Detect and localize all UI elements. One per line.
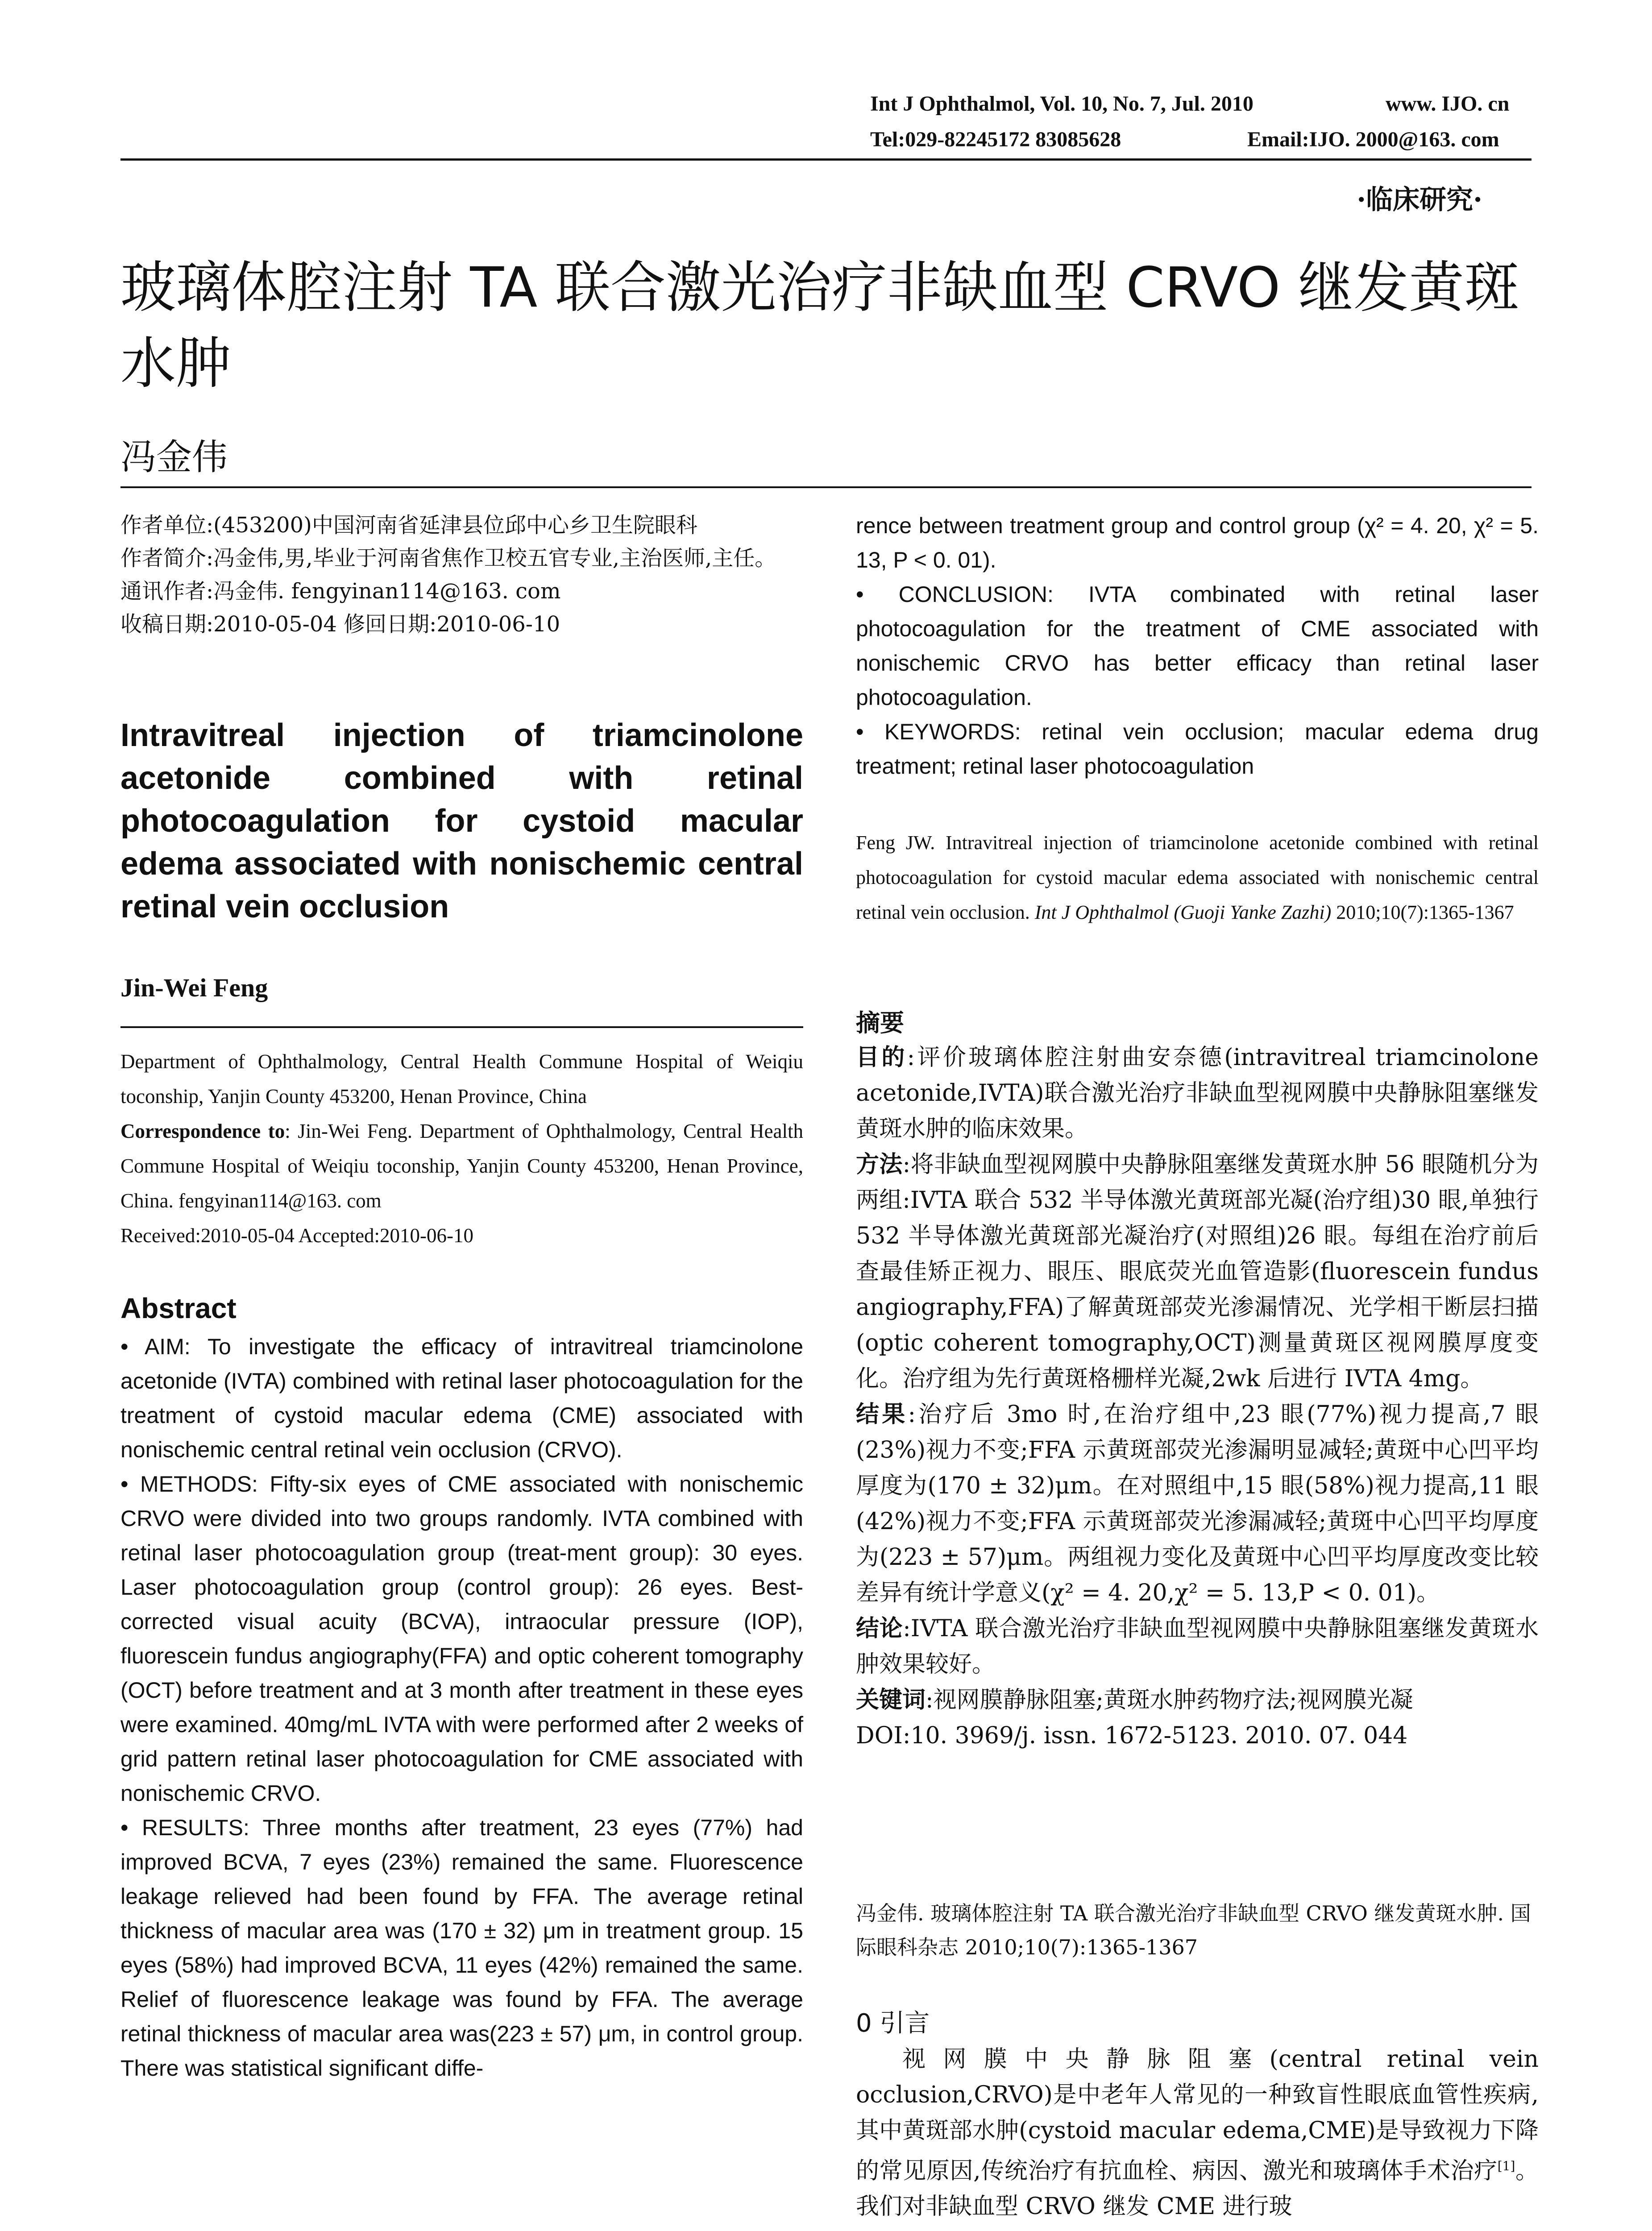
intro-ref: [1] bbox=[1497, 2159, 1515, 2173]
section-tag: ·临床研究· bbox=[1357, 184, 1482, 216]
abstract-methods: • METHODS: Fifty-six eyes of CME associated with nonischemic CRVO were divided into two groups randomly. IVTA combined with retinal laser photocoagulation group (treat-ment group): 30 eyes. Laser photocoagulation group (control group): 26 eyes. Best-corrected visual acuity (BCVA), intraocular pressure (IOP), fluorescein fundus angiography(FFA) and optic coherent tomography (OCT) before treatment and at 3 month after treatment in these eyes were examined. 40mg/mL IVTA with were performed after 2 weeks of grid pattern retinal laser photocoagulation for CME associated with nonischemic CRVO. bbox=[120, 1472, 803, 1806]
received-dates: Received:2010-05-04 Accepted:2010-06-10 bbox=[120, 1224, 474, 1247]
department-block bbox=[120, 1044, 803, 1253]
english-title: Intravitreal injection of triamcinolone acetonide combined with retinal photocoagulation for cystoid macular edema associated with nonischemic central retinal vein occlusion bbox=[120, 717, 803, 925]
zh-doi: DOI:10. 3969/j. issn. 1672-5123. 2010. 07. 044 bbox=[856, 1722, 1408, 1749]
intro-tail: 。我们对非缺血型 CRVO 继发 CME 进行玻 bbox=[856, 2157, 1539, 2220]
abstract-aim: • AIM: To investigate the efficacy of intravitreal triamcinolone acetonide (IVTA) combined with retinal laser photocoagulation for the treatment of cystoid macular edema (CME) associated with nonischemic central retinal vein occlusion (CRVO). bbox=[120, 1334, 803, 1462]
zh-results: :治疗后 3mo 时,在治疗组中,23 眼(77%)视力提高,7 眼(23%)视力不变;FFA 示黄斑部荧光渗漏明显减轻;黄斑中心凹平均厚度为(170 ± 32)μm。在对照组中,15 眼(58%)视力提高,11 眼(42%)视力不变;FFA 示黄斑部荧光渗漏减轻;黄斑中心凹平均厚度为(223 ± 57)μm。两组视力变化及黄斑中心凹平均厚度改变比较差异有统计学意义(χ² = 4. 20,χ² = 5. 13,P < 0. 01)。 bbox=[856, 1401, 1539, 1606]
intro-heading: 0 引言 bbox=[856, 2009, 930, 2038]
correspondence-text: : Jin-Wei Feng. Department of Ophthalmology, Central Health Commune Hospital of Weiqiu toconship, Yanjin County 453200, Henan Province, China. fengyinan114@163. com bbox=[120, 1120, 803, 1212]
author-rule bbox=[120, 1026, 803, 1028]
abstract-results-cont: rence between treatment group and control group (χ² = 4. 20, χ² = 5. 13, P < 0. 01). bbox=[856, 513, 1539, 572]
zh-results-label: 结果 bbox=[856, 1401, 908, 1428]
page-title: 玻璃体腔注射 TA 联合激光治疗非缺血型 CRVO 继发黄斑水肿 bbox=[120, 256, 1519, 396]
zh-keywords: :视网膜静脉阻塞;黄斑水肿药物疗法;视网膜光凝 bbox=[926, 1687, 1413, 1713]
abstract-results: • RESULTS: Three months after treatment, 23 eyes (77%) had improved BCVA, 7 eyes (23%) remained the same. Fluorescence leakage relieved had been found by FFA. The average retinal thickness of macular area was (170 ± 32) μm in treatment group. 15 eyes (58%) had improved BCVA, 11 eyes (42%) remained the same. Relief of fluorescence leakage was found by FFA. The average retinal thickness of macular area was(223 ± 57) μm, in control group. There was statistical significant diffe- bbox=[120, 1815, 803, 2081]
intro-text: 视网膜中央静脉阻塞(central retinal vein occlusion,CRVO)是中老年人常见的一种致盲性眼底血管性疾病,其中黄斑部水肿(cystoid macular edema,CME)是导致视力下降的常见原因,传统治疗有抗血栓、病因、激光和玻璃体手术治疗 bbox=[856, 2046, 1539, 2185]
affiliation-bio: 作者简介:冯金伟,男,毕业于河南省焦作卫校五官专业,主治医师,主任。 bbox=[120, 546, 776, 571]
zh-abstract-body bbox=[856, 1040, 1539, 1754]
abstract-body bbox=[120, 1330, 803, 2086]
zh-methods-label: 方法 bbox=[856, 1151, 903, 1178]
correspondence-label: Correspondence to bbox=[120, 1120, 285, 1142]
zh-aim: :评价玻璃体腔注射曲安奈德(intravitreal triamcinolone acetonide,IVTA)联合激光治疗非缺血型视网膜中央静脉阻塞继发黄斑水肿的临床效果。 bbox=[856, 1044, 1539, 1142]
citation-en-tail: 2010;10(7):1365-1367 bbox=[1331, 901, 1514, 923]
author-name: 冯金伟 bbox=[120, 436, 228, 478]
abstract-conclusion: • CONCLUSION: IVTA combinated with retinal laser photocoagulation for the treatment of CME associated with nonischemic CRVO has better efficacy than retinal laser photocoagulation. bbox=[856, 582, 1539, 710]
zh-keywords-label: 关键词 bbox=[856, 1687, 926, 1713]
journal-info: Int J Ophthalmol, Vol. 10, No. 7, Jul. 2010 bbox=[870, 92, 1254, 116]
abstract-body-cont bbox=[856, 509, 1539, 784]
header-rule bbox=[120, 158, 1532, 161]
correspondence bbox=[120, 1114, 803, 1218]
intro-body bbox=[856, 2041, 1539, 2224]
title-rule bbox=[120, 486, 1532, 488]
citation-en bbox=[856, 825, 1539, 930]
department-text: Department of Ophthalmology, Central Health Commune Hospital of Weiqiu toconship, Yanjin County 453200, Henan Province, China bbox=[120, 1050, 803, 1107]
citation-zh-block bbox=[856, 1896, 1539, 1964]
english-author: Jin-Wei Feng bbox=[120, 973, 268, 1002]
zh-concl-label: 结论 bbox=[856, 1615, 903, 1642]
affiliation-dates: 收稿日期:2010-05-04 修回日期:2010-06-10 bbox=[120, 612, 560, 637]
zh-abstract-heading: 摘要 bbox=[856, 1009, 904, 1037]
citation-zh: 冯金伟. 玻璃体腔注射 TA 联合激光治疗非缺血型 CRVO 继发黄斑水肿. 国际眼科杂志 2010;10(7):1365-1367 bbox=[856, 1901, 1531, 1959]
affiliation-block bbox=[120, 509, 803, 641]
journal-email: Email:IJO. 2000@163. com bbox=[1247, 128, 1499, 151]
citation-en-text: Feng JW. Intravitreal injection of triamcinolone acetonide combined with retinal photocoagulation for cystoid macular edema associated with nonischemic central retinal vein occlusion. bbox=[856, 832, 1539, 923]
abstract-keywords: • KEYWORDS: retinal vein occlusion; macular edema drug treatment; retinal laser photocoagulation bbox=[856, 719, 1539, 779]
zh-aim-label: 目的 bbox=[856, 1044, 907, 1071]
journal-tel: Tel:029-82245172 83085628 bbox=[870, 128, 1121, 151]
citation-en-journal: Int J Ophthalmol (Guoji Yanke Zazhi) bbox=[1034, 901, 1332, 923]
affiliation-unit: 作者单位:(453200)中国河南省延津县位邱中心乡卫生院眼科 bbox=[120, 513, 697, 538]
affiliation-corr: 通讯作者:冯金伟. fengyinan114@163. com bbox=[120, 579, 561, 604]
zh-concl: :IVTA 联合激光治疗非缺血型视网膜中央静脉阻塞继发黄斑水肿效果较好。 bbox=[856, 1615, 1539, 1678]
journal-website: www. IJO. cn bbox=[1386, 92, 1510, 116]
zh-methods: :将非缺血型视网膜中央静脉阻塞继发黄斑水肿 56 眼随机分为两组:IVTA 联合 532 半导体激光黄斑部光凝(治疗组)30 眼,单独行 532 半导体激光黄斑部光凝治疗(对照组)26 眼。每组在治疗前后查最佳矫正视力、眼压、眼底荧光血管造影(fluorescein fundus angiography,FFA)了解黄斑部荧光渗漏情况、光学相干断层扫描(optic coherent tomography,OCT)测量黄斑区视网膜厚度变化。治疗组为先行黄斑格栅样光凝,2wk 后进行 IVTA 4mg。 bbox=[856, 1151, 1539, 1392]
abstract-heading: Abstract bbox=[120, 1292, 237, 1324]
